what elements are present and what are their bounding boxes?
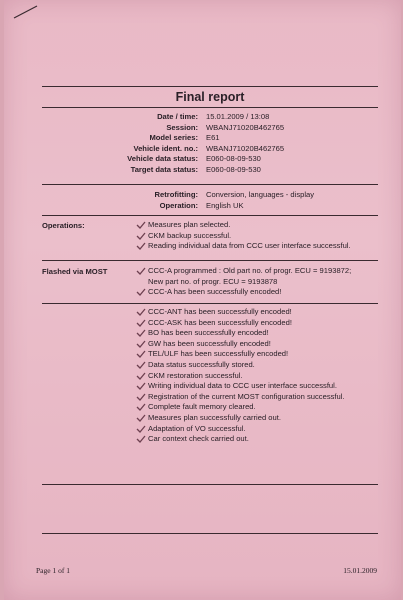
field-label: Model series: — [149, 133, 198, 142]
list-item — [136, 307, 345, 318]
item-text: Car context check carried out. — [148, 434, 249, 444]
section-rule — [42, 303, 378, 304]
item-text: GW has been successfully encoded! — [148, 338, 271, 348]
item-text: CCC-A has been successfully encoded! — [148, 287, 282, 297]
field-value: E060-08-09-530 — [206, 154, 261, 163]
list-item — [136, 392, 345, 403]
field-label: Vehicle data status: — [127, 154, 198, 163]
retrofit-fields — [4, 190, 401, 211]
item-text: New part no. of progr. ECU = 9193878 — [148, 276, 278, 286]
field-row — [4, 165, 401, 176]
item-text: CKM restoration successful. — [148, 370, 243, 380]
checkmark-icon — [136, 329, 146, 337]
field-row — [4, 144, 401, 155]
item-text: TEL/ULF has been successfully encoded! — [148, 349, 289, 359]
list-item — [136, 241, 351, 252]
list-item — [136, 371, 345, 382]
checkmark-icon — [136, 425, 146, 433]
list-item — [136, 287, 351, 298]
checkmark-icon — [136, 232, 146, 240]
list-item — [136, 266, 351, 277]
flashed-label: Flashed via MOST — [42, 267, 108, 276]
operations-label: Operations: — [42, 221, 85, 230]
checkmark-icon — [136, 267, 146, 275]
list-item — [136, 349, 345, 360]
results-list — [136, 307, 345, 445]
item-text: CCC-A programmed : Old part no. of progr. ECU = 9193872; — [148, 266, 352, 275]
field-label: Retrofitting: — [154, 190, 198, 199]
field-label: Operation: — [159, 200, 198, 210]
field-value: E61 — [206, 133, 220, 142]
flashed-list — [136, 266, 351, 298]
footer-date: 15.01.2009 — [343, 566, 377, 575]
list-item — [136, 318, 345, 329]
item-text: Reading individual data from CCC user interface successful. — [148, 241, 351, 251]
field-value: 15.01.2009 / 13:08 — [206, 112, 270, 121]
checkmark-icon — [136, 393, 146, 401]
item-text: CKM backup successful. — [148, 230, 232, 240]
field-value: Conversion, languages - display — [206, 190, 315, 199]
checkmark-icon — [136, 288, 146, 296]
checkmark-icon — [136, 340, 146, 348]
field-value: WBANJ71020B462765 — [206, 143, 285, 153]
item-text: Data status successfully stored. — [148, 359, 255, 369]
field-label: Target data status: — [130, 164, 198, 174]
checkmark-icon — [136, 361, 146, 369]
title-rule-top — [42, 86, 378, 87]
checkmark-icon — [136, 319, 146, 327]
checkmark-icon — [136, 221, 146, 229]
field-label: Date / time: — [157, 112, 198, 121]
title-rule-bottom — [42, 107, 378, 108]
field-row — [4, 133, 401, 144]
field-row — [4, 112, 401, 123]
checkmark-icon — [136, 350, 146, 358]
checkmark-icon — [136, 403, 146, 411]
report-page — [4, 0, 401, 600]
list-item-continuation — [136, 277, 351, 288]
list-item — [136, 220, 351, 231]
field-row — [4, 123, 401, 134]
list-item — [136, 402, 345, 413]
list-item — [136, 360, 345, 371]
item-text: Writing individual data to CCC user interface successful. — [148, 381, 337, 391]
item-text: Measures plan selected. — [148, 220, 231, 229]
section-rule — [42, 533, 378, 534]
item-text: Registration of the current MOST configuration successful. — [148, 391, 345, 401]
field-value: English UK — [206, 200, 244, 210]
field-value: E060-08-09-530 — [206, 164, 261, 174]
item-text: Adaptation of VO successful. — [148, 423, 246, 433]
field-row — [4, 154, 401, 165]
item-text: Complete fault memory cleared. — [148, 402, 256, 412]
checkmark-icon — [136, 382, 146, 390]
page-number: Page 1 of 1 — [36, 566, 70, 575]
checkmark-icon — [136, 242, 146, 250]
checkmark-icon — [136, 414, 146, 422]
item-text: Measures plan successfully carried out. — [148, 412, 281, 422]
item-text: CCC-ANT has been successfully encoded! — [148, 307, 292, 316]
list-item — [136, 328, 345, 339]
checkmark-icon — [136, 308, 146, 316]
list-item — [136, 231, 351, 242]
list-item — [136, 424, 345, 435]
field-label: Vehicle ident. no.: — [133, 143, 198, 153]
list-item — [136, 434, 345, 445]
item-text: CCC-ASK has been successfully encoded! — [148, 317, 292, 327]
item-text: BO has been successfully encoded! — [148, 328, 269, 338]
checkmark-icon — [136, 435, 146, 443]
operations-list — [136, 220, 351, 252]
field-row — [4, 190, 401, 201]
field-row — [4, 201, 401, 212]
header-fields — [4, 112, 401, 175]
section-rule — [42, 484, 378, 485]
field-value: WBANJ71020B462765 — [206, 122, 285, 132]
section-rule — [42, 215, 378, 216]
list-item — [136, 381, 345, 392]
list-item — [136, 413, 345, 424]
checkmark-icon — [136, 372, 146, 380]
report-title: Final report — [175, 90, 245, 104]
field-label: Session: — [166, 122, 198, 132]
pen-mark — [13, 5, 39, 19]
section-rule — [42, 184, 378, 185]
section-rule — [42, 260, 378, 261]
list-item — [136, 339, 345, 350]
